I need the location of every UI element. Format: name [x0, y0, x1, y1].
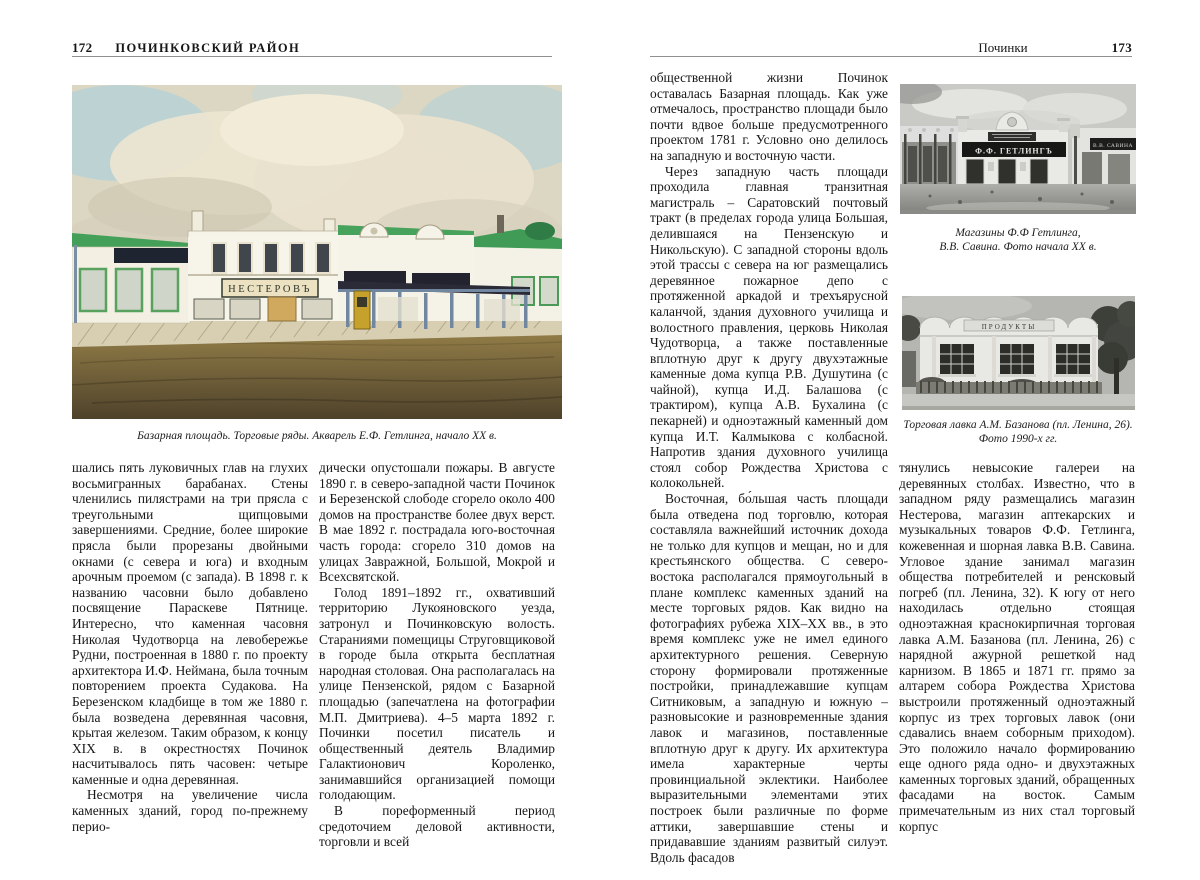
- right-running-head: [650, 40, 1132, 56]
- watercolor-bazarnaya-square: [72, 85, 562, 419]
- left-folio: 172: [72, 40, 93, 55]
- photo-getling-sign: Ф.Ф. ГЕТЛИНГЪ: [975, 146, 1053, 156]
- photo2-caption: [890, 418, 1146, 446]
- left-page-column-2: [319, 460, 555, 850]
- photo-bazanov-shop: [902, 296, 1135, 410]
- photo2-caption-line2: Фото 1990-х гг.: [978, 433, 1058, 445]
- paragraph: шались пять луковичных глав на глухих восьмигранных барабанах. Стены членились пилястрами на три прясла с треугольными щипцовыми завершениями. Средние, более широкие прясла были прорезаны двойными окнами (с севера и юга) и входным арочным проемом (с запада). В 1898 г. к названию часовни было добавлено посвящение Параскеве Пятнице. Интересно, что каменная часовня Николая Чудотворца на левобережье Рудни, построенная в 1880 г. по проекту архитектора И.Ф. Неймана, была точным повторением проекта Судакова. На Березенском кладбище в том же 1880 г. была возведена деревянная часовня, крытая железом. Таким образом, к концу XIX в. в окрестностях Починок насчитывалось пять часовен: четыре каменные и одна деревянная.: [72, 460, 308, 787]
- paragraph: общественной жизни Починок оставалась Базарная площадь. Как уже отмечалось, пространство площади было почти вдвое больше предусмотренного проектом 1781 г. Условно оно делилось на западную и восточную части.: [650, 70, 888, 163]
- photo1-caption-line2: В.В. Савина. Фото начала XX в.: [939, 241, 1097, 253]
- watercolor-illustration: [72, 85, 562, 419]
- watercolor-shop-sign: НЕСТЕРОВЪ: [228, 284, 312, 295]
- paragraph: Через западную часть площади проходила главная транзитная магистраль – Саратовский почтовый тракт (в пределах города улица Большая, делившаяся на Пензенскую и Никольскую). С западной стороны вдоль этой трассы с севера на юг размещались деревянное пожарное депо с протяженной аркадой и трехъярусной каланчой, здания духовного училища и волостного правления, церковь Николая Чудотворца, а также поставленные вплотную друг к другу двухэтажные каменные дома купца Р.В. Душутина (с чайной), купца И.Д. Балашова (с трактиром), купца А.В. Бухалина (с пекарней) и одноэтажный каменный дом купца И.Т. Калмыкова с колбасной. Напротив здания духовного училища стоял собор Рождества Христова с колокольней.: [650, 163, 888, 491]
- paragraph: тянулись невысокие галереи на деревянных столбах. Известно, что в западном ряду размещались магазин Нестерова, магазин аптекарских и музыкальных товаров Ф.Ф. Гетлинга, кожевенная и шорная лавка В.В. Савина. Угловое здание занимал магазин общества потребителей и ренсковый погреб (пл. Ленина, 32). К югу от него находилась отдельно стоящая одноэтажная краснокирпичная торговая лавка А.М. Базанова (пл. Ленина, 26) с нарядной ажурной решеткой над карнизом. В 1865 и 1871 гг. прямо за алтарем собора Рождества Христова выстроили протяженный одноэтажный корпус из трех торговых лавок (они сдавались внаем соборным приходом). Это положило начало формированию еще одного ряда одно- и двухэтажных каменных торговых зданий, обращенных фасадами на восток. Самым примечательным из них стал торговый корпус: [899, 460, 1135, 834]
- paragraph: дически опустошали пожары. В августе 1890 г. в северо-западной части Починок и Березенской слободе сгорело около 400 домов на пространстве более двух верст. В мае 1892 г. пострадала юго-восточная часть города: сгорело 310 домов на улицах Завражной, Большой, Мокрой и Всехсвятской.: [319, 460, 555, 585]
- left-running-head: [72, 40, 300, 56]
- photo-getling-savin-shops: [900, 84, 1136, 214]
- left-running-title: ПОЧИНКОВСКИЙ РАЙОН: [115, 41, 301, 55]
- photo-getling-illustration: [900, 84, 1136, 214]
- photo-bazanov-illustration: [902, 296, 1135, 410]
- right-running-title: Починки: [978, 40, 1028, 55]
- photo-savin-sign: В.В. САВИНА: [1093, 143, 1133, 149]
- watercolor-caption: Базарная площадь. Торговые ряды. Акварель Е.Ф. Гетлинга, начало XX в.: [137, 430, 497, 442]
- right-page-column-2: [899, 460, 1135, 834]
- photo2-caption-line1: Торговая лавка А.М. Базанова (пл. Ленина, 26).: [903, 419, 1133, 431]
- paragraph: Восточная, бо́льшая часть площади была отведена под торговлю, которая составляла важнейший источник дохода не только для купцов и мещан, но и для крестьянского общества. С северо-востока располагался прямоугольный в плане комплекс каменных зданий на месте торговых рядов. Как видно на фотографиях рубежа XIX–XX вв., в это время комплекс уже не имел единого архитектурного решения. Северную сторону формировали протяженные постройки, принадлежавшие купцам Ситниковым, а западную и южную – разновысокие и разновременные здания лавок и магазинов, поставленные вплотную друг к другу. Их архитектура имела характерные черты провинциальной эклектики. Наиболее выразительными элементами этих построек были различные по форме аттики, завершавшие стены и придававшие зданиям развитый силуэт. Вдоль фасадов: [650, 491, 888, 865]
- left-head-rule: [72, 56, 552, 57]
- right-head-rule: [650, 56, 1132, 57]
- paragraph: В пореформенный период средоточием деловой активности, торговли и всей: [319, 803, 555, 850]
- paragraph: Несмотря на увеличение числа каменных зданий, город по-прежнему перио-: [72, 787, 308, 834]
- right-page-column-1: [650, 70, 888, 865]
- photo1-caption-line1: Магазины Ф.Ф Гетлинга,: [955, 227, 1081, 239]
- paragraph: Голод 1891–1892 гг., охвативший территорию Лукояновского уезда, затронул и Починковскую волость. Стараниями помещицы Струговщиковой в городе была открыта бесплатная народная столовая. Она располагалась на улице Пензенской, рядом с Базарной площадью (запечатлена на фотографии М.П. Дмитриева). 4–5 марта 1892 г. Починки посетил писатель и общественный деятель Владимир Галактионович Короленко, занимавшийся организацией помощи голодающим.: [319, 584, 555, 803]
- photo-bazanov-sign: ПРОДУКТЫ: [981, 323, 1037, 331]
- photo1-caption: [900, 226, 1136, 254]
- right-folio: 173: [1111, 40, 1132, 55]
- left-page-column-1: [72, 460, 308, 834]
